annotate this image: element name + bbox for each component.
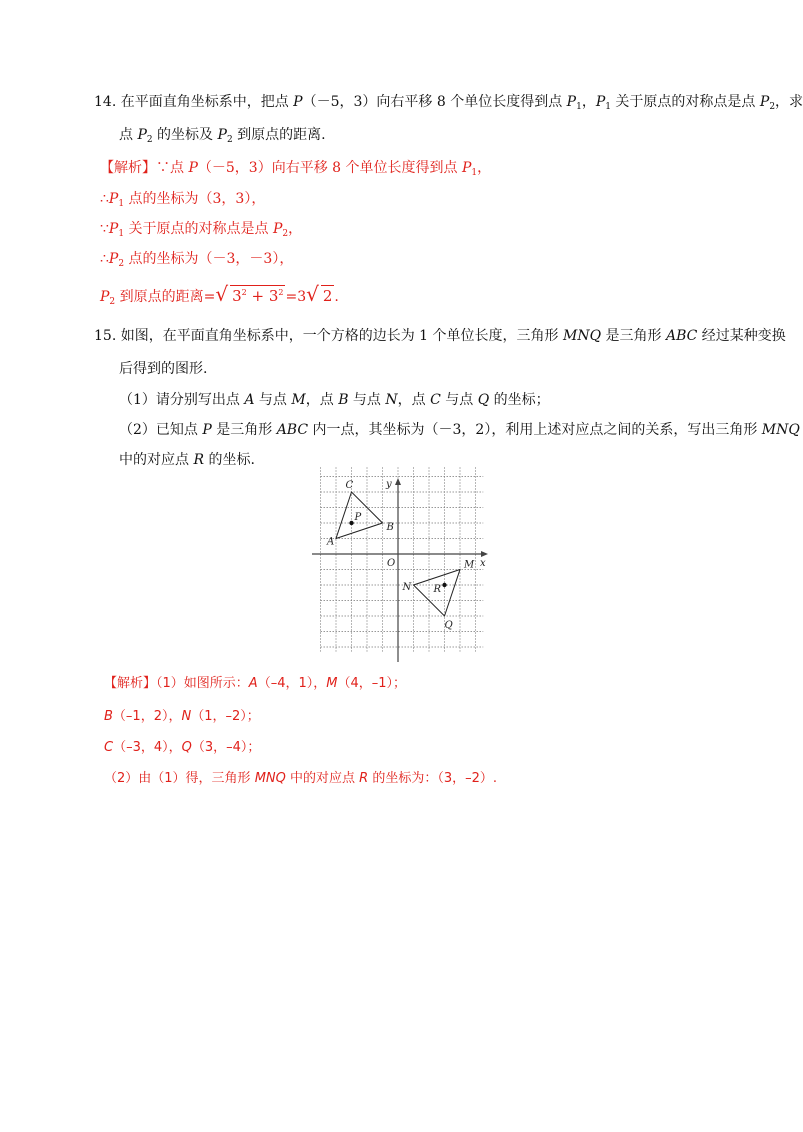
q14-line2: 点 $P_2$ 的坐标及 $P_2$ 到原点的距离. xyxy=(119,127,326,145)
sqrt-expression: √ $3^2 + 3^2$ xyxy=(215,282,284,306)
coordinate-plane xyxy=(312,478,492,664)
x-axis-arrow xyxy=(481,551,488,557)
label-A: A xyxy=(327,536,335,548)
q15-solution-1: 【解析】（1）如图所示：A（–4，1），M（4，–1）； xyxy=(104,676,406,691)
label-R: R xyxy=(433,584,442,595)
label-C: C xyxy=(345,480,354,491)
coordinate-figure xyxy=(312,478,492,664)
q14-solution-3: $\because P_1$ 关于原点的对称点是点 $P_2$， xyxy=(100,221,303,239)
label-Q: Q xyxy=(444,620,453,631)
sqrt-two: √ 2 xyxy=(306,282,333,306)
label-B: B xyxy=(386,522,394,533)
q15-solution-2: B（–1，2），N（1，–2）； xyxy=(104,709,260,724)
q15-solution-4: （2）由（1）得，三角形 MNQ 中的对应点 R 的坐标为：（3，–2）. xyxy=(104,771,497,786)
label-x: x xyxy=(480,558,486,569)
point-P xyxy=(349,521,353,525)
q15-solution-3: C（–3，4），Q（3，–4）； xyxy=(104,740,261,755)
label-M: M xyxy=(464,559,475,571)
point-labels xyxy=(326,479,486,631)
label-P: P xyxy=(354,512,362,523)
q15-part2b: 中的对应点 R 的坐标. xyxy=(119,452,255,468)
grid xyxy=(321,467,484,651)
q14-solution-1: 【解析】∵点 P（－5，3）向右平移 8 个单位长度得到点 $P_1$， xyxy=(100,160,492,178)
q15-part2: （2）已知点 P 是三角形 ABC 内一点，其坐标为（－3，2），利用上述对应点之间的关系，写出三角形 MNQ xyxy=(119,422,800,438)
q14-line1: 14. 在平面直角坐标系中，把点 P（－5，3）向右平移 8 个单位长度得到点 $P_1$，$P_1$ 关于原点的对称点是点 $P_2$，求 xyxy=(94,94,803,112)
label-O: O xyxy=(387,558,396,569)
q14-solution-2: $\therefore P_1$ 点的坐标为（3，3）， xyxy=(100,191,266,209)
q15-part1: （1）请分别写出点 A 与点 M，点 B 与点 N，点 C 与点 Q 的坐标； xyxy=(119,392,550,408)
point-R xyxy=(442,583,446,587)
y-axis-arrow xyxy=(395,478,401,485)
q15-line1: 15. 如图，在平面直角坐标系中，一个方格的边长为 1 个单位长度，三角形 MNQ 是三角形 ABC 经过某种变换 xyxy=(94,328,786,344)
q15-line2: 后得到的图形. xyxy=(119,361,208,377)
axes xyxy=(312,478,488,662)
label-y: y xyxy=(386,479,392,490)
label-N: N xyxy=(402,582,412,593)
q14-solution-4: $\therefore P_2$ 点的坐标为（－3，－3）， xyxy=(100,251,294,269)
q14-solution-5: $P_2$ 到原点的距离=√ $3^2 + 3^2 =3√$ 2 . xyxy=(100,282,339,307)
